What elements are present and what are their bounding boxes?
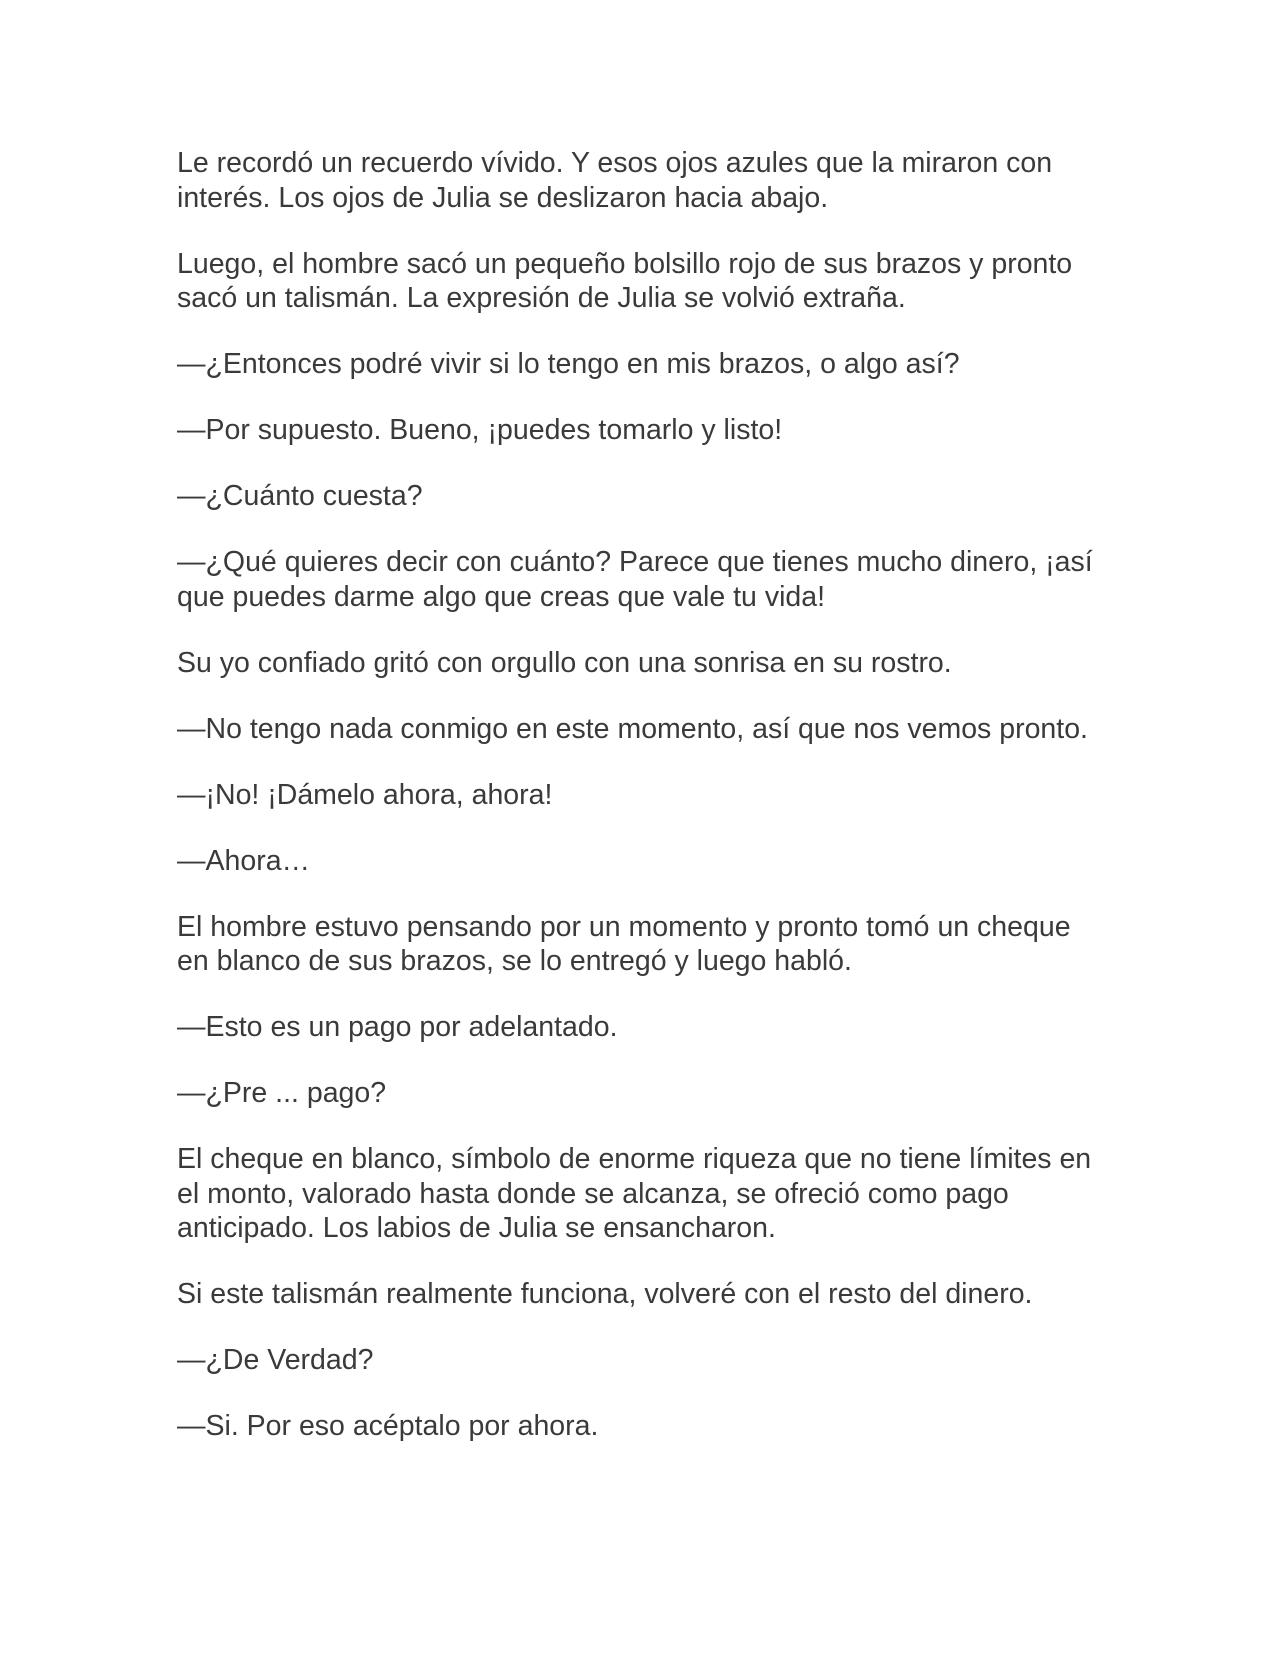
dialogue-line: —Si. Por eso acéptalo por ahora. bbox=[177, 1410, 599, 1442]
dialogue-line: —¿Cuánto cuesta? bbox=[177, 480, 423, 512]
dialogue-line: —¿Entonces podré vivir si lo tengo en mis brazos, o algo así? bbox=[177, 348, 960, 380]
dialogue-line: —Ahora… bbox=[177, 844, 311, 877]
paragraph: Su yo confiado gritó con orgullo con una sonrisa en su rostro. bbox=[177, 646, 952, 679]
paragraph: Si este talismán realmente funciona, volveré con el resto del dinero. bbox=[177, 1278, 1033, 1310]
paragraph: El cheque en blanco, símbolo de enorme riqueza que no tiene límites en el monto, valorado hasta donde se alcanza, se ofreció como pago anticipado. Los labios de Julia se ensancharon. bbox=[177, 1143, 1092, 1244]
paragraph: Le recordó un recuerdo vívido. Y esos ojos azules que la miraron con interés. Los ojos de Julia se deslizaron hacia abajo. bbox=[177, 147, 1053, 214]
dialogue-line: —¿Pre ... pago? bbox=[177, 1077, 387, 1109]
document-body bbox=[177, 146, 1107, 1444]
dialogue-line: —¿Qué quieres decir con cuánto? Parece que tienes mucho dinero, ¡así que puedes darme algo que creas que vale tu vida! bbox=[177, 546, 1093, 613]
paragraph: El hombre estuvo pensando por un momento y pronto tomó un cheque en blanco de sus brazos, se lo entregó y luego habló. bbox=[177, 910, 1071, 977]
dialogue-line: —Por supuesto. Bueno, ¡puedes tomarlo y listo! bbox=[177, 414, 783, 446]
paragraph: Luego, el hombre sacó un pequeño bolsillo rojo de sus brazos y pronto sacó un talismán. La expresión de Julia se volvió extraña. bbox=[177, 247, 1073, 314]
dialogue-line: —¡No! ¡Dámelo ahora, ahora! bbox=[177, 778, 553, 811]
dialogue-line: —Esto es un pago por adelantado. bbox=[177, 1011, 618, 1043]
dialogue-line: —¿De Verdad? bbox=[177, 1344, 374, 1376]
dialogue-line: —No tengo nada conmigo en este momento, así que nos vemos pronto. bbox=[177, 712, 1088, 745]
